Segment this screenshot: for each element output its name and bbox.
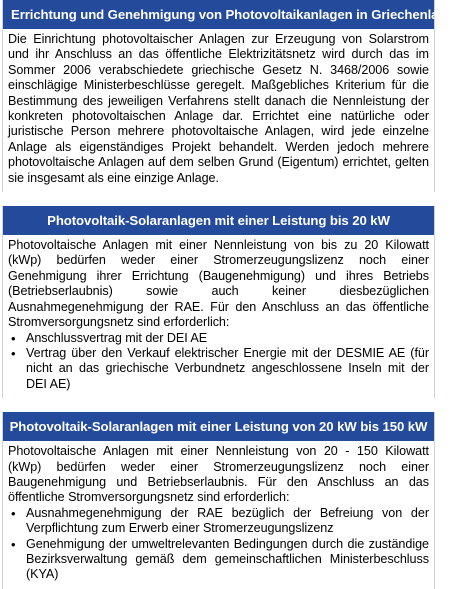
section-paragraph: Photovoltaische Anlagen mit einer Nennleistung von 20 - 150 Kilowatt (kWp) bedürfen weder einer Stromerzeugungslizenz noch einer Baugenehmigung und Betriebserlaubnis. Für den Anschluss an das öffentliche Stromversorgungsnetz sind erforderlich: [8,444,429,505]
section-heading: Photovoltaik-Solaranlagen mit einer Leistung von 20 kW bis 150 kW [3,412,434,441]
section-body [3,441,434,589]
section-paragraph: Die Einrichtung photovoltaischer Anlagen zur Erzeugung von Solarstrom und ihr Anschluss an das öffentliche Elektrizitätsnetz wird durch das im Sommer 2006 verabschiedete griechische Gesetz N. 3468/2006 sowie einschlägige Ministerbeschlüsse geregelt. Maßgebliches Kriterium für die Bestimmung des jeweiligen Verfahrens stellt danach die Nennleistung der konkreten photovoltaischen Anlage dar. Errichtet eine natürliche oder juristische Person mehrere photovoltaische Anlagen, wird jede einzelne Anlage als eigenständiges Projekt behandelt. Werden jedoch mehrere photovoltaische Anlagen auf dem selben Grund (Eigentum) errichtet, gelten sie insgesamt als eine einzige Anlage. [8,32,429,185]
section-body [3,235,434,398]
requirements-list [8,331,429,393]
list-item: • Genehmigung der umweltrelevanten Bedingungen durch die zuständige Bezirksverwaltung gemäß dem gemeinschaftlichen Ministerbeschluss (KYA) [26,537,429,583]
section-heading: Photovoltaik-Solaranlagen mit einer Leistung bis 20 kW [3,206,434,235]
list-item: • Vertrag über den Verkauf elektrischer Energie mit der DESMIE AE (für nicht an das griechische Verbundnetz angeschlossene Inseln mit der DEI AE) [26,346,429,392]
section-errichtung-genehmigung [2,0,454,192]
requirements-list [8,506,429,583]
list-item: • Anschlussvertrag mit der DEI AE [26,331,429,346]
section-bis-20kw [2,206,435,398]
section-heading: Errichtung und Genehmigung von Photovoltaikanlagen in Griechenland [3,0,434,29]
section-20kw-bis-150kw [2,412,435,589]
list-item: • Ausnahmegenehmigung der RAE bezüglich der Befreiung von der Verpflichtung zum Erwerb einer Stromerzeugungslizenz [26,506,429,537]
section-paragraph: Photovoltaische Anlagen mit einer Nennleistung von bis zu 20 Kilowatt (kWp) bedürfen weder einer Stromerzeugungslizenz noch einer Genehmigung ihrer Errichtung (Baugenehmigung) und ihres Betriebs (Betriebserlaubnis) sowie auch keiner diesbezüglichen Ausnahmegenehmigung der RAE. Für den Anschluss an das öffentliche Stromversorgungsnetz sind erforderlich: [8,238,429,330]
section-body [3,29,434,192]
